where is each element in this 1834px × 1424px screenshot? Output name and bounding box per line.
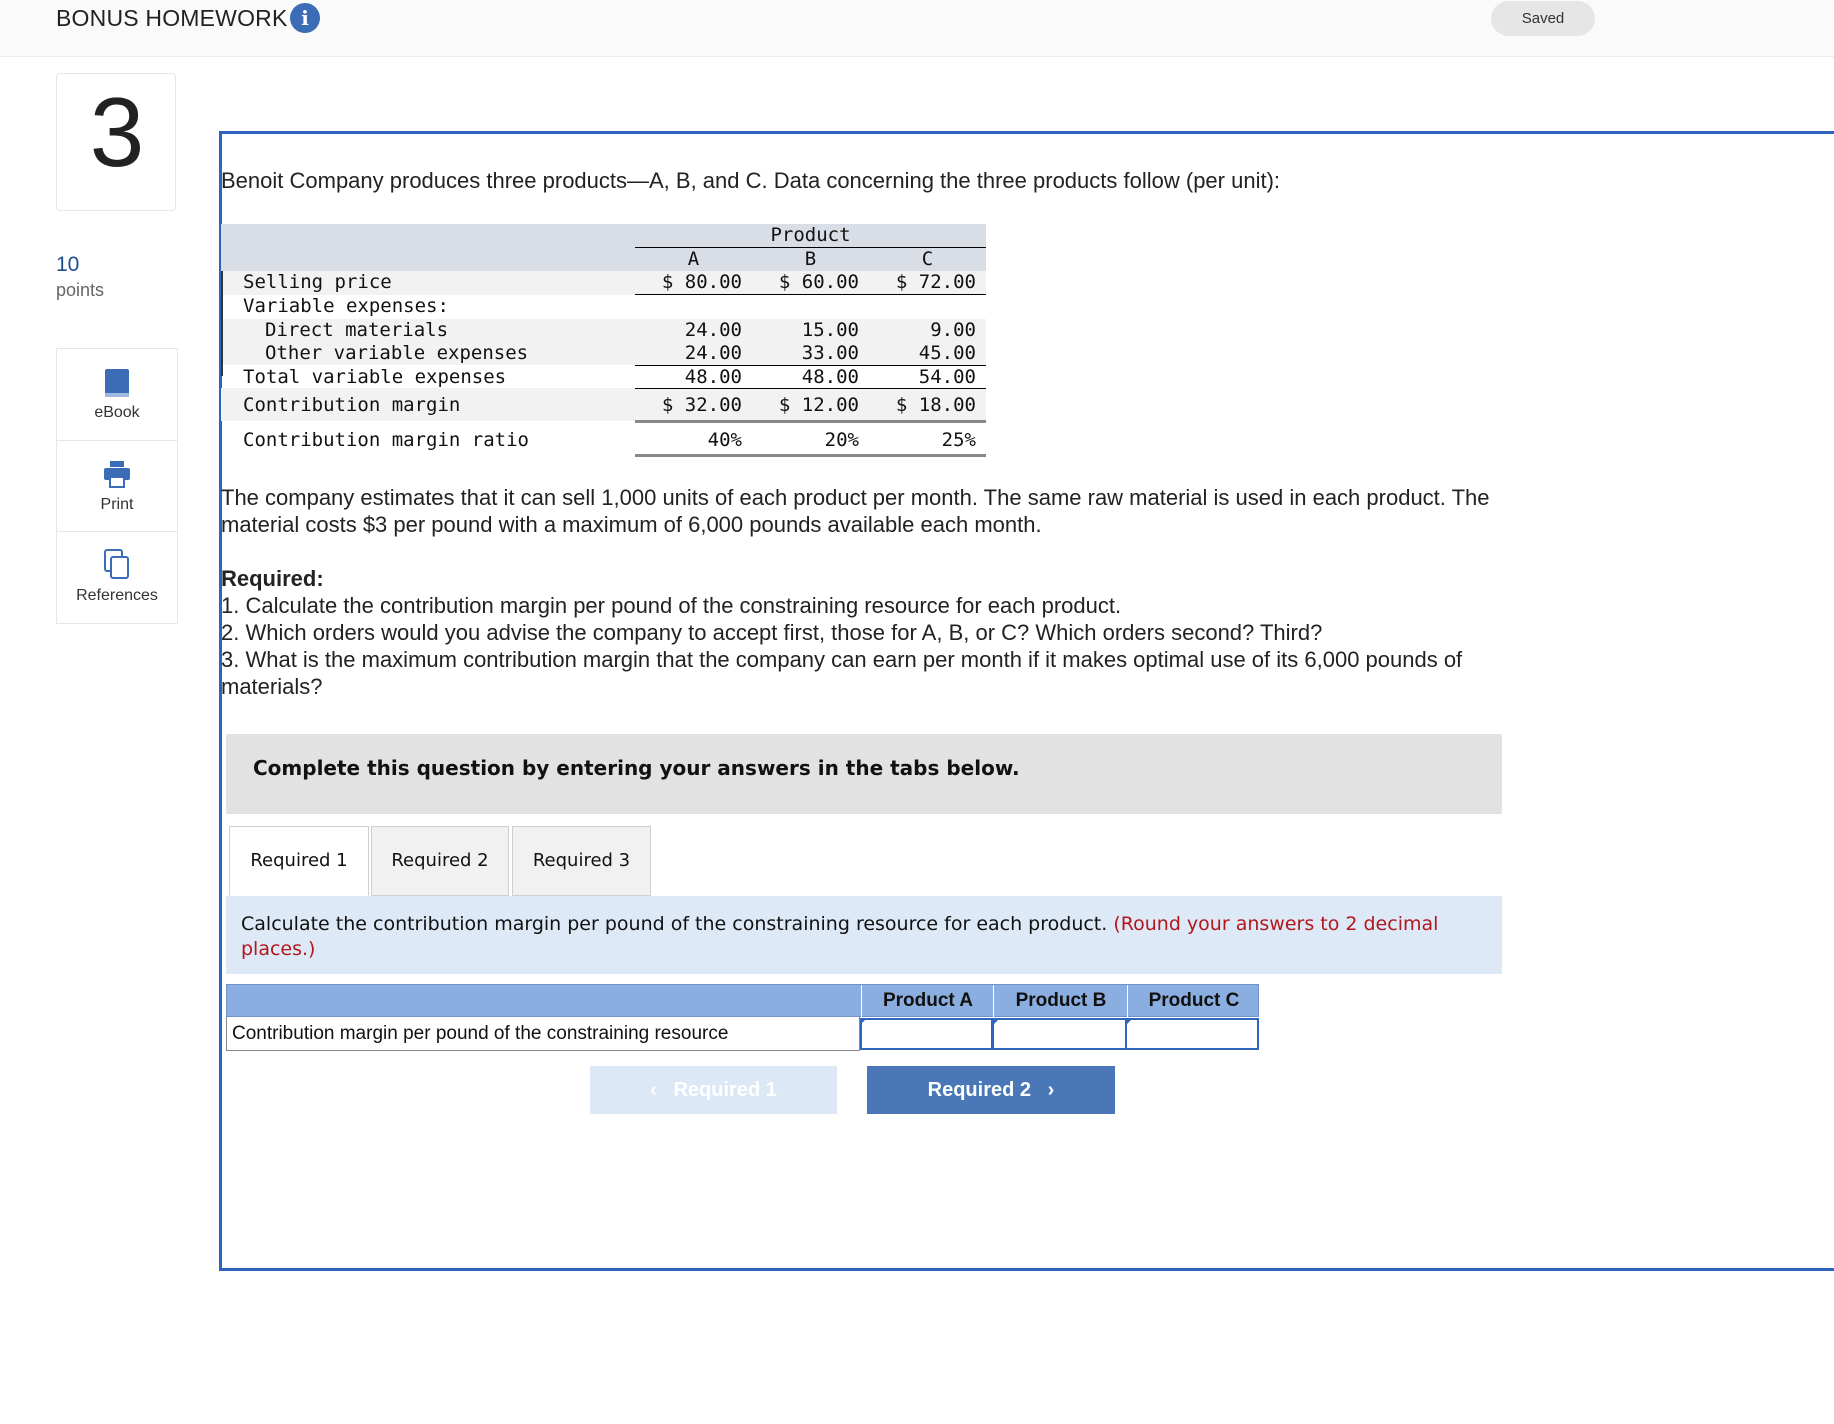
table-cell: $ 80.00 <box>661 271 742 293</box>
references-button[interactable] <box>57 531 177 623</box>
table-cell: 48.00 <box>684 366 742 388</box>
table-cell: $ 60.00 <box>778 271 859 293</box>
col-header-c: C <box>921 248 934 270</box>
table-cell: 24.00 <box>684 319 742 341</box>
book-icon <box>102 367 132 399</box>
requirement-text: Calculate the contribution margin per pound of the constraining resource for each product. <box>241 913 1108 935</box>
required-section <box>221 565 1462 700</box>
table-cell: $ 12.00 <box>778 394 859 416</box>
question-number-box <box>56 73 176 211</box>
table-cell: 15.00 <box>801 319 859 341</box>
flag-icon <box>993 1018 1000 1025</box>
side-tools-panel <box>56 348 178 624</box>
previous-button-label: Required 1 <box>673 1079 777 1101</box>
scenario-line-1: The company estimates that it can sell 1,000 units of each product per month. The same raw material is used in each product. The <box>221 485 1490 510</box>
table-cell: 33.00 <box>801 342 859 364</box>
next-required-button[interactable] <box>867 1066 1115 1114</box>
product-group-header: Product <box>770 224 851 246</box>
answer-row-label: Contribution margin per pound of the constraining resource <box>226 1017 860 1051</box>
scenario-paragraph <box>221 484 1490 538</box>
row-label-total-variable-expenses: Total variable expenses <box>243 366 507 388</box>
tab-required-2[interactable]: Required 2 <box>371 826 509 896</box>
print-button[interactable] <box>57 440 177 532</box>
col-header-b: B <box>804 248 817 270</box>
scenario-line-2: material costs $3 per pound with a maximum of 6,000 pounds available each month. <box>221 512 1042 537</box>
product-c-answer-input[interactable] <box>1125 1018 1259 1050</box>
question-intro: Benoit Company produces three products—A, B, and C. Data concerning the three products follow (per unit): <box>221 168 1281 193</box>
previous-required-button[interactable] <box>590 1066 837 1114</box>
requirement-description <box>226 896 1502 974</box>
required-heading: Required: <box>221 566 324 591</box>
table-cell: 24.00 <box>684 342 742 364</box>
printer-icon <box>102 459 132 489</box>
col-header-a: A <box>687 248 700 270</box>
chevron-left-icon: ‹ <box>650 1079 657 1101</box>
product-a-answer-input[interactable] <box>860 1018 993 1050</box>
chevron-right-icon: › <box>1047 1079 1055 1101</box>
table-cell: 48.00 <box>801 366 859 388</box>
table-cell: 9.00 <box>930 319 976 341</box>
points-label: points <box>56 280 105 300</box>
table-cell: $ 18.00 <box>895 394 976 416</box>
table-cell: 54.00 <box>918 366 976 388</box>
instruction-text: Complete this question by entering your answers in the tabs below. <box>253 756 1020 780</box>
row-label-variable-expenses: Variable expenses: <box>243 295 449 317</box>
question-number: 3 <box>89 77 145 187</box>
col-header-product-b: Product B <box>993 985 1128 1018</box>
row-label-selling-price: Selling price <box>243 271 392 293</box>
table-cell: 40% <box>707 429 742 451</box>
table-cell: 25% <box>941 429 976 451</box>
rounding-note-cont: places.) <box>241 938 316 960</box>
row-label-direct-materials: Direct materials <box>265 319 449 341</box>
table-cell: 45.00 <box>918 342 976 364</box>
top-bar <box>0 0 1834 57</box>
assignment-title: BONUS HOMEWORK <box>56 5 288 31</box>
table-cell: $ 72.00 <box>895 271 976 293</box>
table-cell: $ 32.00 <box>661 394 742 416</box>
required-item-2: 2. Which orders would you advise the company to accept first, those for A, B, or C? Which orders second? Third? <box>221 620 1323 645</box>
required-item-3: 3. What is the maximum contribution margin that the company can earn per month if it makes optimal use of its 6,000 pounds of <box>221 647 1463 672</box>
col-header-product-c: Product C <box>1127 985 1260 1018</box>
instruction-box <box>226 734 1502 814</box>
required-item-1: 1. Calculate the contribution margin per pound of the constraining resource for each product. <box>221 593 1122 618</box>
required-item-3-cont: materials? <box>221 674 323 699</box>
col-header-product-a: Product A <box>861 985 994 1018</box>
product-b-answer-input[interactable] <box>992 1018 1127 1050</box>
rounding-note: (Round your answers to 2 decimal <box>1113 913 1439 935</box>
saved-status-badge: Saved <box>1491 1 1595 36</box>
row-label-contribution-margin-ratio: Contribution margin ratio <box>243 429 529 451</box>
flag-icon <box>1126 1018 1133 1025</box>
next-button-label: Required 2 <box>927 1079 1031 1101</box>
references-label: References <box>76 587 158 604</box>
table-cell: 20% <box>824 429 859 451</box>
row-label-contribution-margin: Contribution margin <box>243 394 461 416</box>
points-value: 10 <box>56 253 80 276</box>
tab-required-3[interactable]: Required 3 <box>512 826 651 896</box>
copy-icon <box>102 548 132 580</box>
print-label: Print <box>100 496 134 513</box>
answer-table-header <box>226 984 1259 1017</box>
row-label-other-variable-expenses: Other variable expenses <box>265 342 529 364</box>
ebook-button[interactable] <box>57 349 177 440</box>
flag-icon <box>860 1018 867 1025</box>
info-icon[interactable]: i <box>290 3 320 33</box>
tab-required-1[interactable]: Required 1 <box>229 826 369 896</box>
ebook-label: eBook <box>94 404 140 421</box>
